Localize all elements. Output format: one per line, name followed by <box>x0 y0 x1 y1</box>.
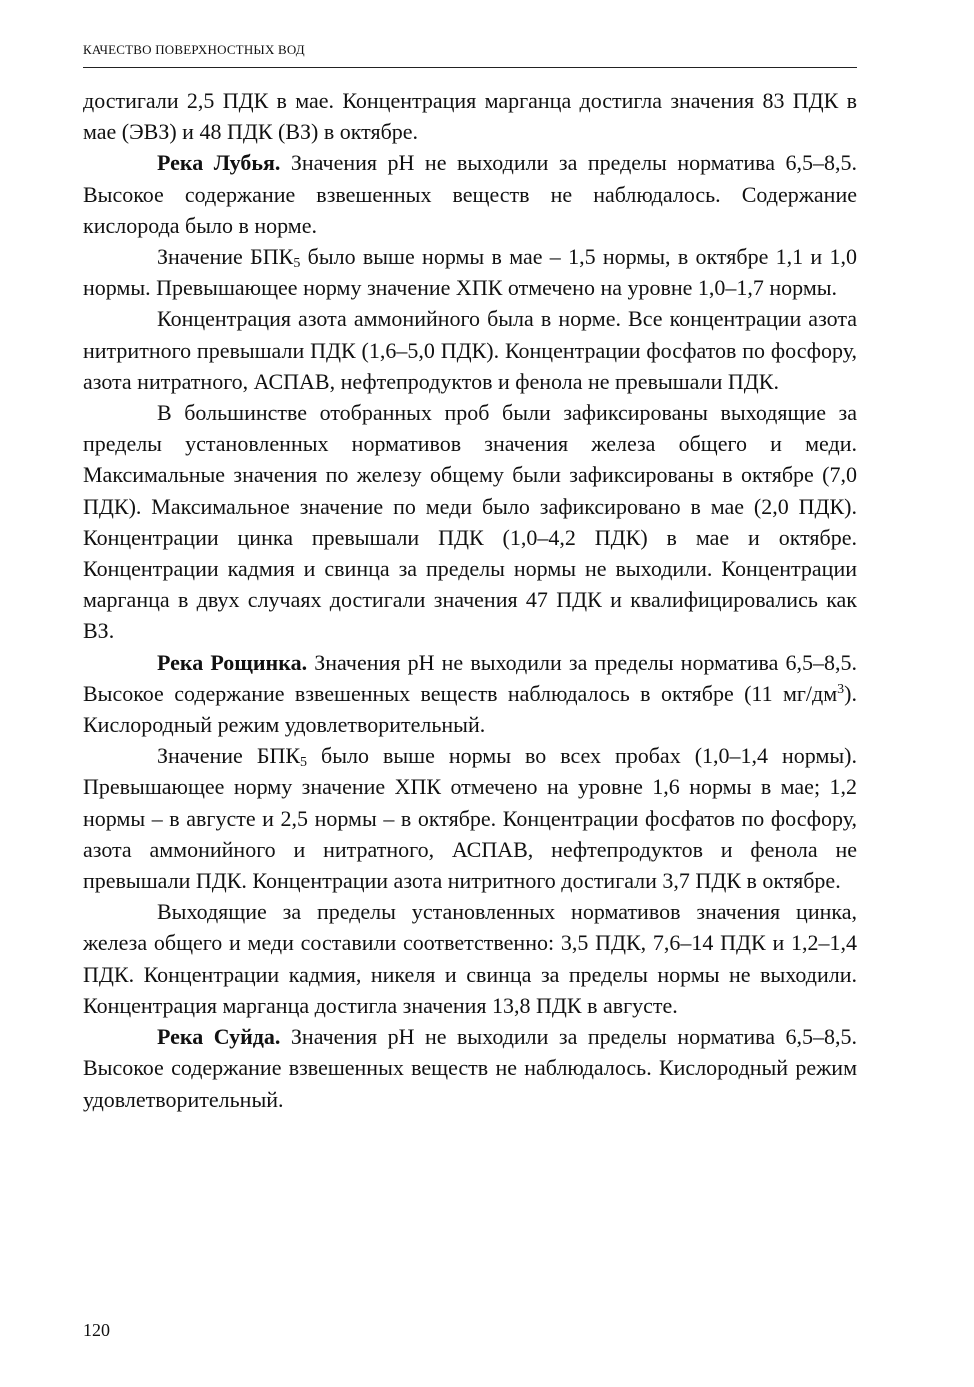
river-heading-lubya: Река Лубья. <box>157 150 281 176</box>
paragraph-3-after: было выше нормы в мае – 1,5 нормы, в октябре 1,1 и 1,0 нормы. Превышающее норму значение ХПК отмечено на уровне 1,0–1,7 нормы. <box>83 244 858 301</box>
paragraph-8: Выходящие за пределы установленных нормативов значения цинка, железа общего и меди составили соответственно: 3,5 ПДК, 7,6–14 ПДК и 1,2–1,4 ПДК. Концентрации кадмия, никеля и свинца за пределы нормы не выходили. Концентрация марганца достигла значения 13,8 ПДК в августе. <box>83 899 857 1018</box>
paragraph-3 <box>83 241 857 303</box>
paragraph-2-text: Значения рН не выходили за пределы норматива 6,5–8,5. Высокое содержание взвешенных веществ не наблюдалось. Содержание кислорода было в норме. <box>83 150 857 238</box>
header-rule <box>83 67 857 68</box>
running-header: КАЧЕСТВО ПОВЕРХНОСТНЫХ ВОД <box>83 42 305 57</box>
page-number: 120 <box>83 1320 110 1340</box>
bpk-subscript: 5 <box>293 256 301 272</box>
paragraph-9-text: Значения рН не выходили за пределы норматива 6,5–8,5. Высокое содержание взвешенных веществ не наблюдалось. Кислородный режим удовлетворительный. <box>83 1024 857 1112</box>
paragraph-2 <box>83 147 857 241</box>
paragraph-5: В большинстве отобранных проб были зафиксированы выходящие за пределы установленных нормативов значения железа общего и меди. Максимальные значения по железу общему были зафиксированы в октябре (7,0 ПДК). Максимальное значение по меди было зафиксировано в мае (2,0 ПДК). Концентрации цинка превышали ПДК (1,0–4,2 ПДК) в мае и октябре. Концентрации кадмия и свинца за пределы нормы не выходили. Концентрации марганца в двух случаях достигали значения 47 ПДК и квалифицировались как ВЗ. <box>83 400 857 644</box>
paragraph-9 <box>83 1021 857 1115</box>
cubic-superscript: 3 <box>837 681 845 697</box>
river-heading-suyda: Река Суйда. <box>157 1024 281 1050</box>
river-heading-roshchinka: Река Рощинка. <box>157 649 308 675</box>
paragraph-6 <box>83 647 857 741</box>
paragraph-7-after: было выше нормы во всех пробах (1,0–1,4 нормы). Превышающее норму значение ХПК отмечено на уровне 1,6 нормы в мае; 1,2 нормы – в августе и 2,5 нормы – в октябре. Концентрации фосфатов по фосфору, азота аммонийного и нитратного, АСПАВ, нефтепродуктов и фенола не превышали ПДК. Концентрации азота нитритного достигали 3,7 ПДК в октябре. <box>83 743 857 894</box>
bpk-subscript: 5 <box>300 755 308 771</box>
paragraph-4: Концентрация азота аммонийного была в норме. Все концентрации азота нитритного превышали ПДК (1,6–5,0 ПДК). Концентрации фосфатов по фосфору, азота нитратного, АСПАВ, нефтепродуктов и фенола не превышали ПДК. <box>83 306 857 394</box>
page-body <box>83 85 857 1115</box>
paragraph-3-before: Значение БПК <box>157 244 294 270</box>
paragraph-1: достигали 2,5 ПДК в мае. Концентрация марганца достигла значения 83 ПДК в мае (ЭВЗ) и 48 ПДК (ВЗ) в октябре. <box>83 88 857 145</box>
paragraph-6-after: ). Кислородный режим удовлетворительный. <box>83 680 857 738</box>
paragraph-7 <box>83 740 857 896</box>
paragraph-7-before: Значение БПК <box>157 743 301 769</box>
paragraph-6-before: Значения рН не выходили за пределы норматива 6,5–8,5. Высокое содержание взвешенных веществ наблюдалось в октябре (11 мг/дм <box>83 649 858 706</box>
